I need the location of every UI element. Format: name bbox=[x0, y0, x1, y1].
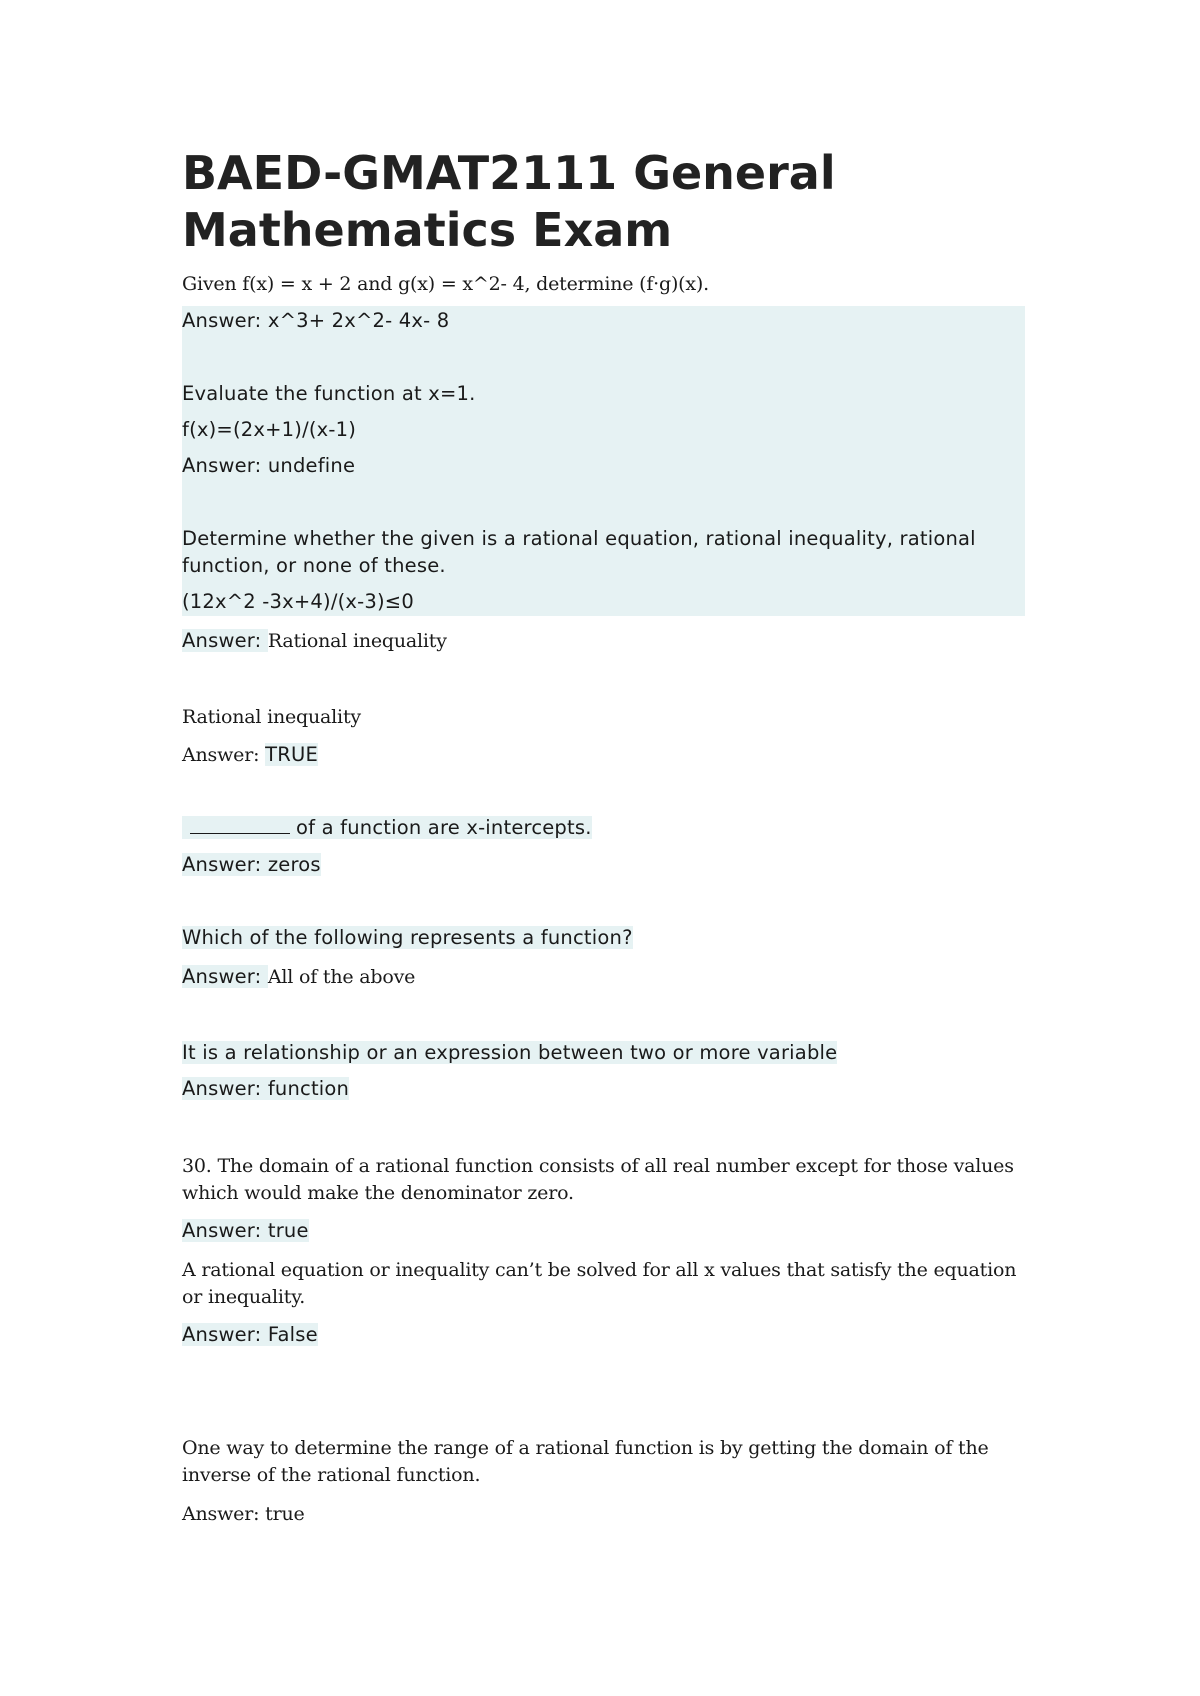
question-6 bbox=[182, 924, 633, 951]
answer-label: Answer: bbox=[182, 965, 268, 988]
question-8: 30. The domain of a rational function consists of all real number except for those values which would make the denominator zero. bbox=[182, 1155, 1014, 1204]
answer-9 bbox=[182, 1321, 318, 1348]
question-5-text: of a function are x-intercepts. bbox=[296, 816, 592, 839]
page-title: BAED-GMAT2111 General Mathematics Exam bbox=[182, 146, 836, 257]
answer-value: Rational inequality bbox=[267, 630, 447, 652]
answer-label: Answer: bbox=[182, 744, 266, 766]
answer-3 bbox=[182, 627, 447, 655]
question-10: One way to determine the range of a rational function is by getting the domain of the inverse of the rational function. bbox=[182, 1437, 989, 1486]
answer-9-text: Answer: False bbox=[182, 1323, 318, 1346]
answer-7 bbox=[182, 1075, 349, 1102]
question-6-text: Which of the following represents a function? bbox=[182, 926, 633, 949]
question-9: A rational equation or inequality can’t be solved for all x values that satisfy the equation or inequality. bbox=[182, 1259, 1017, 1308]
answer-1: Answer: x^3+ 2x^2- 4x- 8 bbox=[182, 309, 450, 332]
question-7 bbox=[182, 1039, 837, 1066]
answer-10: Answer: true bbox=[182, 1503, 305, 1525]
question-5-highlight bbox=[182, 816, 592, 839]
answer-value: TRUE bbox=[265, 743, 318, 766]
question-7-text: It is a relationship or an expression between two or more variable bbox=[182, 1041, 838, 1064]
question-4: Rational inequality bbox=[182, 706, 361, 728]
question-2-line-2: f(x)=(2x+1)/(x-1) bbox=[182, 418, 357, 441]
answer-5-text: Answer: zeros bbox=[182, 853, 321, 876]
answer-5 bbox=[182, 851, 321, 878]
answer-2: Answer: undefine bbox=[182, 454, 356, 477]
answer-value: All of the above bbox=[267, 966, 416, 988]
answer-label: Answer: bbox=[182, 629, 268, 652]
question-1: Given f(x) = x + 2 and g(x) = x^2- 4, determine (f·g)(x). bbox=[182, 273, 709, 295]
answer-8-text: Answer: true bbox=[182, 1219, 309, 1242]
question-2-line-1: Evaluate the function at x=1. bbox=[182, 382, 476, 405]
fill-in-blank bbox=[190, 815, 290, 834]
question-5 bbox=[182, 814, 592, 841]
question-3-text: Determine whether the given is a rational equation, rational inequality, rational function, or none of these. bbox=[182, 527, 976, 577]
question-3-expression: (12x^2 -3x+4)/(x-3)≤0 bbox=[182, 590, 414, 613]
answer-8 bbox=[182, 1217, 309, 1244]
answer-7-text: Answer: function bbox=[182, 1077, 350, 1100]
answer-6 bbox=[182, 963, 415, 991]
answer-4 bbox=[182, 741, 318, 769]
